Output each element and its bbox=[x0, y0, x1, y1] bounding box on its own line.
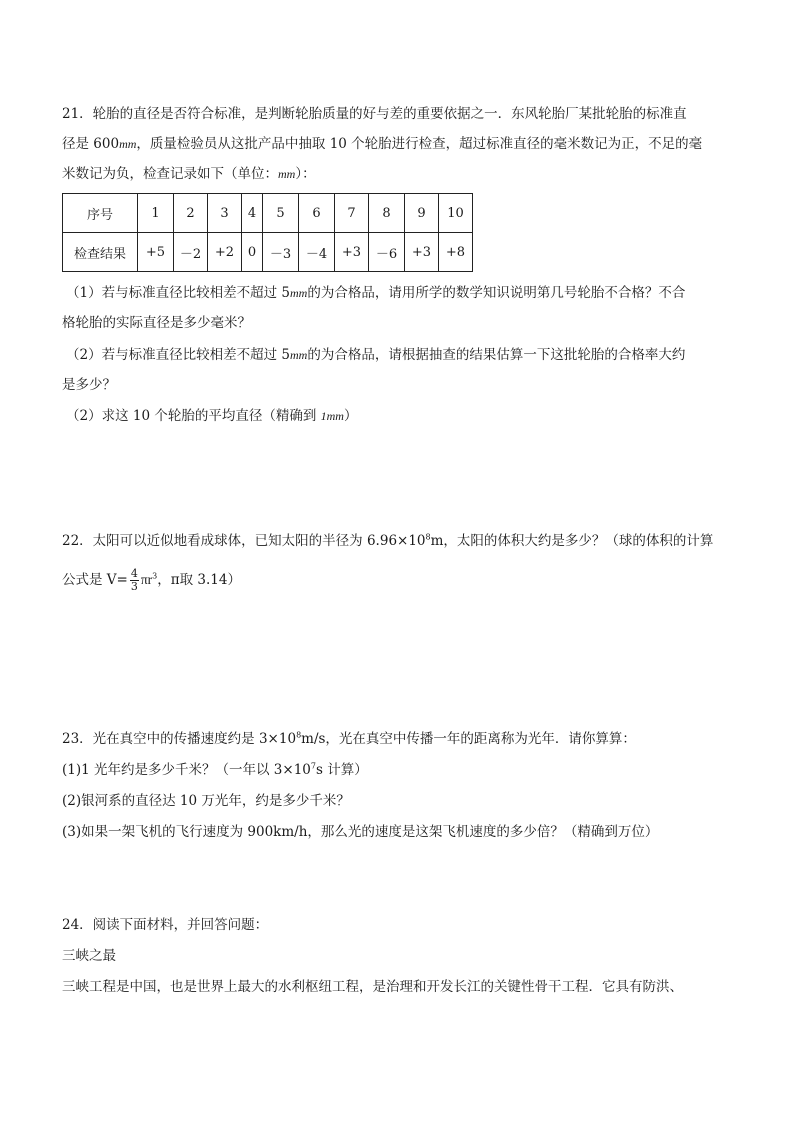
table-cell: 4 bbox=[242, 194, 263, 233]
table-cell: 0 bbox=[242, 233, 263, 272]
q23-line-2-a: (1)1 光年约是多少千米？（一年以 3×10 bbox=[62, 762, 311, 778]
unit-mm: mm bbox=[278, 167, 296, 181]
q21-part2-line-1 bbox=[66, 345, 685, 365]
table-cell: +5 bbox=[138, 233, 174, 272]
q21-part1-line-2: 格轮胎的实际直径是多少毫米？ bbox=[62, 315, 251, 331]
q21-part1-a: （1）若与标准直径比较相差不超过 5 bbox=[66, 285, 290, 301]
table-cell: +8 bbox=[439, 233, 473, 272]
exponent: 8 bbox=[425, 532, 431, 542]
q21-line-3-a: 米数记为负，检查记录如下（单位： bbox=[62, 166, 278, 182]
table-cell: 2 bbox=[174, 194, 208, 233]
unit-1mm: 1mm bbox=[320, 409, 344, 423]
table-cell: －3 bbox=[263, 233, 299, 272]
table-row-label: 检查结果 bbox=[63, 233, 138, 272]
q21-line-1: 21．轮胎的直径是否符合标准，是判断轮胎质量的好与差的重要依据之一．东风轮胎厂某批轮胎的标准直 bbox=[62, 106, 687, 122]
q22-line-1 bbox=[62, 531, 713, 551]
table-cell: 6 bbox=[299, 194, 335, 233]
q23-line-2-b: s 计算） bbox=[315, 762, 368, 778]
q21-line-3 bbox=[62, 164, 316, 184]
q24-line-2: 三峡之最 bbox=[62, 948, 116, 964]
table-row-numbers bbox=[63, 194, 473, 233]
q21-part2-a: （2）若与标准直径比较相差不超过 5 bbox=[66, 347, 290, 363]
table-cell: 5 bbox=[263, 194, 299, 233]
q21-line-2 bbox=[62, 134, 702, 154]
q21-line-3-b: ）： bbox=[295, 166, 316, 182]
pi-r: πr bbox=[140, 572, 153, 587]
q21-part3-line bbox=[66, 406, 357, 426]
q21-part2-line-2: 是多少？ bbox=[62, 377, 116, 393]
table-cell: －6 bbox=[369, 233, 405, 272]
table-cell: －4 bbox=[299, 233, 335, 272]
q22-line-2-b: ，π取 3.14） bbox=[157, 572, 241, 588]
q23-line-1-a: 23．光在真空中的传播速度约是 3×10 bbox=[62, 731, 297, 747]
exponent: 3 bbox=[152, 571, 158, 581]
q23-line-4: (3)如果一架飞机的飞行速度为 900km/h，那么光的速度是这架飞机速度的多少倍？（精确到万位） bbox=[62, 824, 659, 840]
table-row-results bbox=[63, 233, 473, 272]
q22-line-1-b: m，太阳的体积大约是多少？（球的体积的计算 bbox=[430, 533, 714, 549]
table-cell: +3 bbox=[405, 233, 439, 272]
table-cell: 3 bbox=[208, 194, 242, 233]
q23-line-1-b: m/s，光在真空中传播一年的距离称为光年．请你算算： bbox=[301, 731, 636, 747]
table-cell: 7 bbox=[335, 194, 369, 233]
q21-part1-b: 的为合格品，请用所学的数学知识说明第几号轮胎不合格？不合 bbox=[307, 285, 686, 301]
unit-mm: mm bbox=[289, 286, 308, 300]
table-cell: +2 bbox=[208, 233, 242, 272]
q22-line-1-a: 22．太阳可以近似地看成球体，已知太阳的半径为 6.96×10 bbox=[62, 533, 426, 549]
table-cell: 9 bbox=[405, 194, 439, 233]
q21-part1-line-1 bbox=[66, 283, 685, 303]
table-cell: +3 bbox=[335, 233, 369, 272]
q21-part3-b: ） bbox=[343, 408, 358, 424]
q21-line-2-a: 径是 600 bbox=[62, 136, 120, 152]
fraction-denominator: 3 bbox=[130, 580, 138, 593]
q21-part2-b: 的为合格品，请根据抽查的结果估算一下这批轮胎的合格率大约 bbox=[307, 347, 686, 363]
q24-line-1: 24．阅读下面材料，并回答问题： bbox=[62, 917, 269, 933]
q22-line-2 bbox=[62, 568, 241, 593]
table-cell: 1 bbox=[138, 194, 174, 233]
q23-line-2 bbox=[62, 760, 368, 780]
exponent: 8 bbox=[296, 730, 302, 740]
unit-mm: mm bbox=[289, 348, 308, 362]
table-cell: 10 bbox=[439, 194, 473, 233]
fraction bbox=[130, 568, 139, 593]
table-cell: －2 bbox=[174, 233, 208, 272]
q21-line-2-b: ，质量检验员从这批产品中抽取 10 个轮胎进行检查，超过标准直径的毫米数记为正，不足的毫 bbox=[136, 136, 703, 152]
fraction-numerator: 4 bbox=[130, 567, 138, 580]
table-header-label: 序号 bbox=[63, 194, 138, 233]
table-cell: 8 bbox=[369, 194, 405, 233]
q23-line-1 bbox=[62, 729, 636, 749]
exponent: 7 bbox=[310, 761, 316, 771]
q24-line-3: 三峡工程是中国，也是世界上最大的水利枢纽工程，是治理和开发长江的关键性骨干工程．它具有防洪、 bbox=[62, 979, 683, 995]
q23-line-3: (2)银河系的直径达 10 万光年，约是多少千米？ bbox=[62, 793, 350, 809]
q21-part3-a: （2）求这 10 个轮胎的平均直径（精确到 bbox=[66, 408, 321, 424]
inspection-table bbox=[62, 193, 473, 272]
unit-mm: mm bbox=[119, 137, 137, 151]
q22-line-2-a: 公式是 V= bbox=[62, 572, 128, 588]
